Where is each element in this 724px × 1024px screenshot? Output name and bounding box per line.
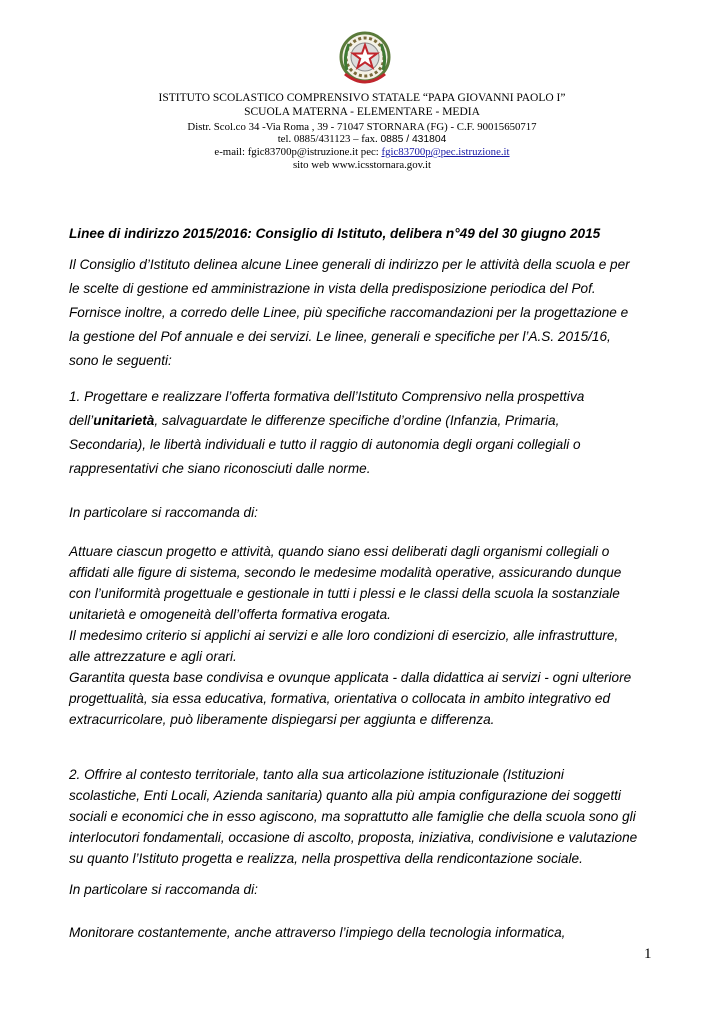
last-paragraph [69, 921, 659, 945]
point-2-paragraph [69, 764, 659, 869]
phone-text: tel. 0885/431123 – fax. [277, 133, 378, 145]
block-line: alle attrezzature e agli orari. [69, 649, 237, 664]
recommendation-text: In particolare si raccomanda di: [69, 882, 258, 897]
point-2-line: sociali e economici che in esso agiscono, ma soprattutto alle famiglie che della scuola sono gli [69, 809, 636, 824]
point-1-line [69, 409, 659, 433]
intro-line: le scelte di gestione ed amministrazione in vista della predisposizione periodica del Pof. [69, 281, 596, 296]
website-line: sito web www.icsstornara.gov.it [292, 159, 432, 171]
block-line: affidati alle figure di sistema, secondo le medesime modalità operative, assicurando dunque [69, 565, 622, 580]
pec-email-link[interactable]: fgic83700p@pec.istruzione.it [381, 146, 510, 158]
point-2-line: interlocutori fondamentali, occasione di ascolto, proposta, iniziativa, condivisione e valutazione [69, 830, 638, 845]
point-1-line: rappresentativi che siano riconosciuti dalle norme. [69, 461, 371, 476]
phone-fax-line [0, 133, 724, 145]
italian-republic-emblem-icon [337, 30, 393, 90]
block-line: progettualità, sia essa educativa, formativa, orientativa o collocata in ambito integrativo ed [69, 691, 611, 706]
point-2-line: scolastiche, Enti Locali, Azienda sanitaria) quanto alla più ampia configurazione dei soggetti [69, 788, 621, 803]
block-line: Garantita questa base condivisa e ovunque applicata - dalla didattica ai servizi - ogni ulteriore [69, 670, 632, 685]
title-text: Linee di indirizzo 2015/2016: Consiglio di Istituto, delibera n°49 del 30 giugno 2015 [69, 226, 601, 241]
fax-number: 0885 / 431804 [380, 134, 447, 145]
email-line [0, 146, 724, 158]
intro-paragraph [69, 253, 659, 373]
point-1-emphasis: unitarietà [93, 413, 155, 428]
school-levels: SCUOLA MATERNA - ELEMENTARE - MEDIA [244, 106, 480, 118]
point-1-rest: , salvaguardate le differenze specifiche d’ordine (Infanzia, Primaria, [154, 413, 560, 428]
point-1-prefix: dell’ [69, 413, 94, 428]
intro-line: Fornisce inoltre, a corredo delle Linee, più specifiche raccomandazioni per la progettazione e [69, 305, 629, 320]
page-number: 1 [644, 946, 652, 962]
point-1-line: 1. Progettare e realizzare l’offerta formativa dell’Istituto Comprensivo nella prospettiva [69, 389, 585, 404]
recommendation-text: In particolare si raccomanda di: [69, 505, 258, 520]
block-line: unitarietà e omogeneità dell’offerta formativa erogata. [69, 607, 391, 622]
address-line: Distr. Scol.co 34 -Via Roma , 39 - 71047 STORNARA (FG) - C.F. 90015650717 [187, 121, 537, 133]
block-line: con l’uniformità progettuale e gestionale in tutti i plessi e le classi della scuola la sostanziale [69, 586, 620, 601]
email-text: e-mail: fgic83700p@istruzione.it pec: [214, 146, 379, 158]
last-line: Monitorare costantemente, anche attraverso l’impiego della tecnologia informatica, [69, 925, 566, 940]
block-line: Attuare ciascun progetto e attività, quando siano essi deliberati dagli organismi collegiali o [69, 544, 610, 559]
point-2-line: su quanto l’Istituto progetta e realizza, nella prospettiva della rendicontazione sociale. [69, 851, 583, 866]
point-1-line: Secondaria), le libertà individuali e tutto il raggio di autonomia degli organi collegiali o [69, 437, 581, 452]
document-title [69, 222, 659, 246]
recommendation-block-1 [69, 541, 659, 730]
intro-line: la gestione del Pof annuale e dei servizi. Le linee, generali e specifiche per l’A.S. 2015/16, [69, 329, 611, 344]
point-2-line: 2. Offrire al contesto territoriale, tanto alla sua articolazione istituzionale (Istituzioni [69, 767, 564, 782]
block-line: extracurricolare, può liberamente dispiegarsi per aggiunta e differenza. [69, 712, 495, 727]
block-line: Il medesimo criterio si applichi ai servizi e alle loro condizioni di esercizio, alle infrastrutture, [69, 628, 619, 643]
recommendation-heading-2 [69, 878, 659, 902]
intro-line: sono le seguenti: [69, 353, 172, 368]
intro-line: Il Consiglio d’Istituto delinea alcune Linee generali di indirizzo per le attività della scuola e per [69, 257, 630, 272]
point-1-paragraph [69, 385, 659, 481]
institute-name: ISTITUTO SCOLASTICO COMPRENSIVO STATALE “PAPA GIOVANNI PAOLO I” [158, 92, 566, 104]
recommendation-heading [69, 501, 659, 525]
